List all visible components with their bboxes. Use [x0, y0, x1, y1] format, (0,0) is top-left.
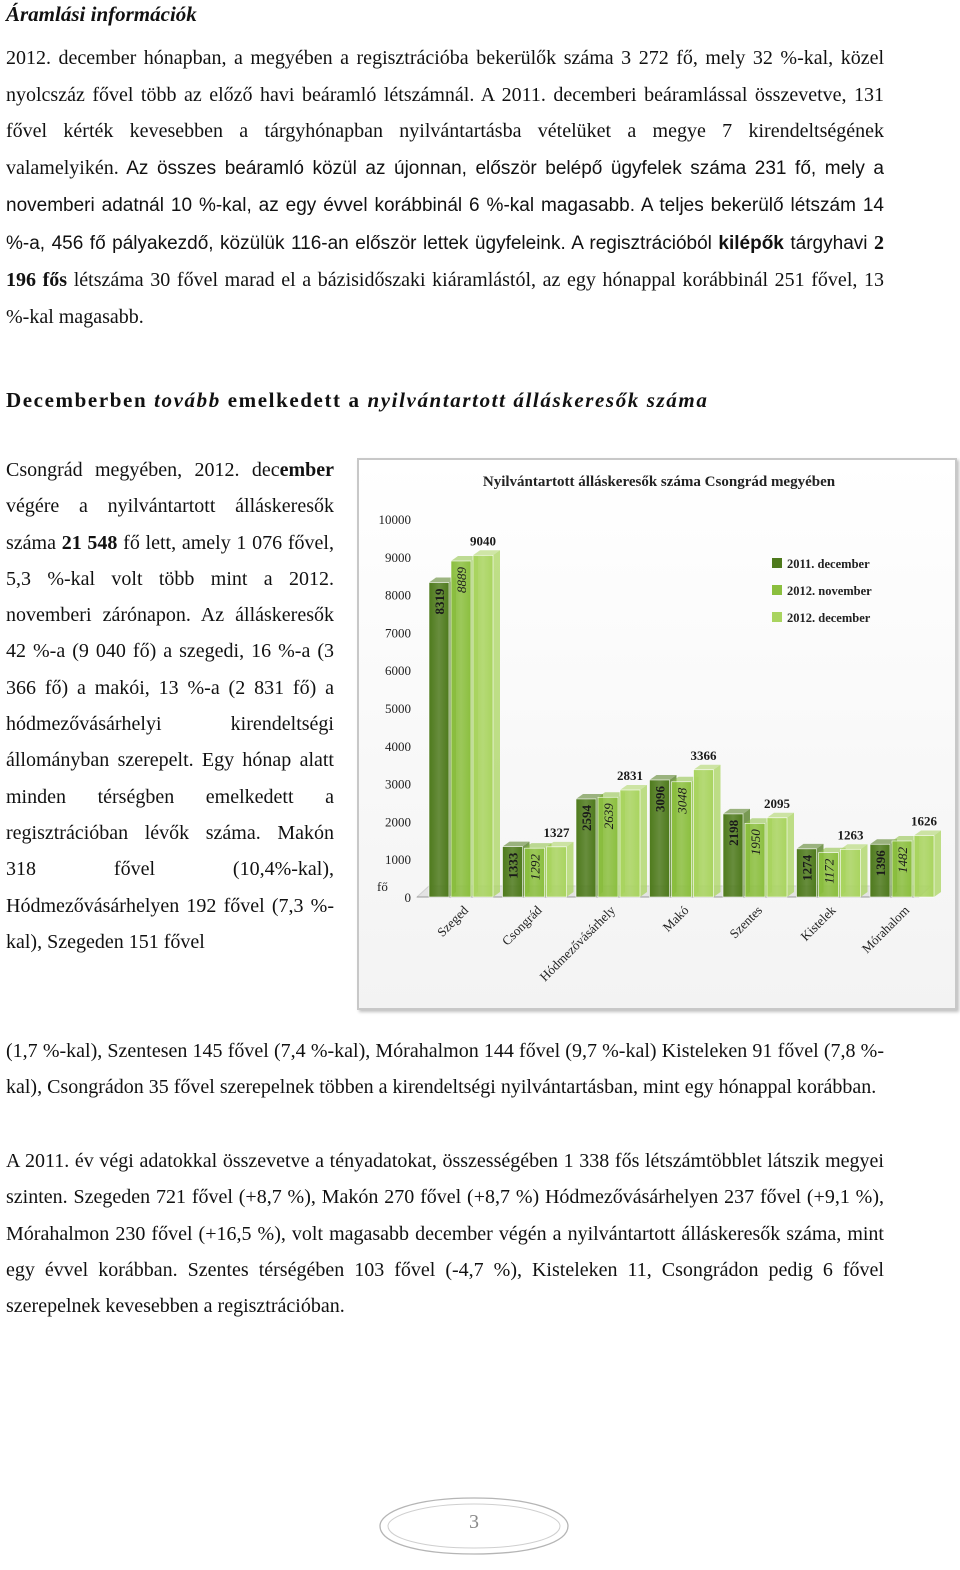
intro-text-1: 2012. december hónapban, a megyében a regisztrációba bekerülők száma 3 272 fő, mely 32 %-kal, közel nyolcszáz fővel több az előző havi beáramló létszámnál. A 2011. decemberi beáramlással összevetve, 131 fővel kérték kevesebben a tárgyhónapban nyilvántartásba vételüket a megye 7 kirendeltségének valamelyikén. — [6, 47, 884, 179]
left-text-1: Csongrád megyében, 2012. dec — [6, 459, 280, 481]
category-label: Szentes — [726, 902, 766, 942]
page-number-badge — [374, 1490, 574, 1570]
legend-label: 2012. december — [787, 611, 871, 625]
bar-value-label: 1396 — [873, 850, 888, 877]
bar — [841, 849, 861, 897]
bar-value-label: 2639 — [601, 803, 616, 830]
bar-value-label: 1482 — [895, 846, 910, 873]
y-tick-label: 1000 — [385, 852, 411, 868]
left-column-paragraph — [6, 452, 334, 960]
category-label: Szeged — [433, 902, 472, 940]
y-tick-label: 8000 — [385, 587, 411, 603]
bar-value-label: 1263 — [837, 827, 864, 843]
legend-swatch — [772, 558, 782, 568]
bar-side — [787, 813, 794, 897]
bar-value-label: 3096 — [652, 785, 668, 812]
intro-paragraph — [6, 40, 884, 335]
intro-bold-count: 2 196 fős — [6, 231, 884, 291]
bar — [914, 836, 934, 897]
legend-swatch — [772, 612, 782, 622]
bar-value-label: 1172 — [821, 858, 837, 884]
bar — [620, 790, 640, 897]
legend-label: 2011. december — [787, 557, 870, 571]
intro-text-2: Az összes beáramló közül az újonnan, először belépő ügyfelek száma 231 fő, mely a novemberi adatnál 10 %-kal, az egy évvel korábbinál 6 %-kal magasabb. A teljes bekerülő létszám 14 %-a, 456 fő pályakezdő, közülük 116-an először lettek ügyfeleink. — [6, 157, 884, 254]
body-paragraph-2: A 2011. év végi adatokkal összevetve a tényadatokat, összességében 1 338 fős létszámtöbblet látszik megyei szinten. Szegeden 721 fővel (+8,7 %), Makón 270 fővel (+8,7 %) Hódmezővásárhelyen 237 fővel (+9,1 %), Mórahalmon 230 fővel (+16,5 %), volt magasabb december végén a nyilvántartott álláskeresők száma, mint egy évvel korábban. Szentes térségében 103 fővel (-4,7 %), Kisteleken 11, Csongrádon pedig 6 fővel szerepelnek kevesebben a regisztrációban. — [6, 1150, 884, 1318]
bar-value-label: 1950 — [748, 829, 763, 856]
y-tick-label: 5000 — [385, 701, 411, 716]
bar-value-label: 2831 — [617, 767, 643, 783]
bar-side — [861, 844, 868, 897]
intro-text-4: tárgyhavi — [783, 232, 874, 254]
bar-value-label: 3048 — [674, 787, 690, 814]
bar-side — [493, 550, 500, 897]
intro-text-3: A regisztrációból — [565, 232, 719, 254]
bar-side — [714, 765, 721, 897]
bar-side — [934, 831, 941, 897]
y-tick-label: 7000 — [385, 625, 411, 641]
category-label: Kistelek — [797, 902, 839, 944]
left-bold-total: 21 548 — [61, 531, 118, 554]
jobseekers-chart — [357, 458, 957, 1010]
chart-svg — [359, 460, 955, 1008]
bar-value-label: 1274 — [799, 854, 815, 881]
subheading — [6, 388, 708, 413]
left-text-3: fő lett, amely 1 076 fővel, 5,3 %-kal volt több mint a 2012. novemberi zárónapon. Az álláskeresők 42 %-a (9 040 fő) a szegedi, 16 %-a (3 366 fő) a makói, 13 %-a (2 831 fő) a hódmezővásárhelyi kirendeltségi állományban szerepelt. Egy hónap alatt minden térségben emelkedett a regisztrációban lévők száma. Makón 318 fővel (10,4%-kal), Hódmezővásárhelyen 192 fővel (7,3 %-kal), Szegeden 151 fővel — [6, 531, 334, 953]
legend-label: 2012. november — [787, 584, 872, 598]
bar-value-label: 2095 — [764, 795, 790, 811]
category-label: Makó — [659, 902, 692, 935]
legend-swatch — [772, 585, 782, 595]
y-tick-label: 9000 — [385, 549, 411, 565]
category-label: Hódmezővásárhely — [536, 902, 619, 985]
left-text-2: végére a nyilvántartott álláskeresők száma — [6, 495, 334, 554]
intro-text-5: létszáma 30 fővel marad el a bázisidőszaki kiáramlástól, az egy hónappal korábbinál 251 fővel, 13 %-kal magasabb. — [6, 269, 884, 328]
bar — [694, 770, 714, 897]
y-tick-label: 6000 — [385, 663, 411, 679]
chart-title: Nyilvántartott álláskeresők száma Csongrád megyében — [482, 474, 836, 490]
bar-value-label: 2198 — [726, 819, 741, 846]
bar-value-label: 8889 — [454, 566, 469, 593]
subheading-part-a: Decemberben — [6, 388, 155, 412]
bar-value-label: 3366 — [690, 747, 717, 763]
category-label: Mórahalom — [858, 902, 913, 957]
bar-value-label: 1333 — [505, 852, 521, 879]
y-tick-label: 4000 — [385, 738, 411, 754]
bar-value-label: 1327 — [543, 824, 570, 840]
bar-value-label: 8319 — [432, 588, 447, 615]
bar-value-label: 2594 — [579, 804, 594, 831]
bar — [547, 847, 567, 897]
category-label: Csongrád — [498, 902, 545, 949]
section-heading: Áramlási információk — [6, 2, 197, 26]
page-number: 3 — [469, 1511, 479, 1533]
subheading-part-b: tovább — [154, 388, 221, 412]
y-tick-label: 10000 — [378, 512, 411, 527]
bar-side — [640, 785, 647, 897]
body-paragraph-1: (1,7 %-kal), Szentesen 145 fővel (7,4 %-kal), Mórahalmon 144 fővel (9,7 %-kal) Kisteleken 91 fővel (7,8 %-kal), Csongrádon 35 fővel szerepelnek többen a kirendeltségi nyilvántartásban, mint egy hónappal korábban. — [6, 1040, 884, 1099]
bar-value-label: 1292 — [527, 854, 543, 881]
subheading-part-c: emelkedett a — [220, 388, 368, 412]
bar-value-label: 1626 — [911, 813, 937, 829]
y-axis-label: fő — [377, 879, 388, 894]
y-tick-label: 2000 — [385, 814, 411, 830]
bar — [429, 583, 449, 897]
intro-bold-kilepok: kilépők — [718, 232, 784, 254]
bar — [473, 555, 493, 897]
bar-value-label: 9040 — [470, 533, 496, 549]
y-tick-label: 3000 — [385, 776, 411, 792]
subheading-part-d: nyilvántartott álláskeresők száma — [367, 388, 709, 412]
bar — [451, 561, 471, 897]
bar-side — [567, 842, 574, 897]
left-bold-ember: ember — [279, 459, 334, 481]
bar — [767, 818, 787, 897]
y-tick-label: 0 — [404, 890, 411, 905]
